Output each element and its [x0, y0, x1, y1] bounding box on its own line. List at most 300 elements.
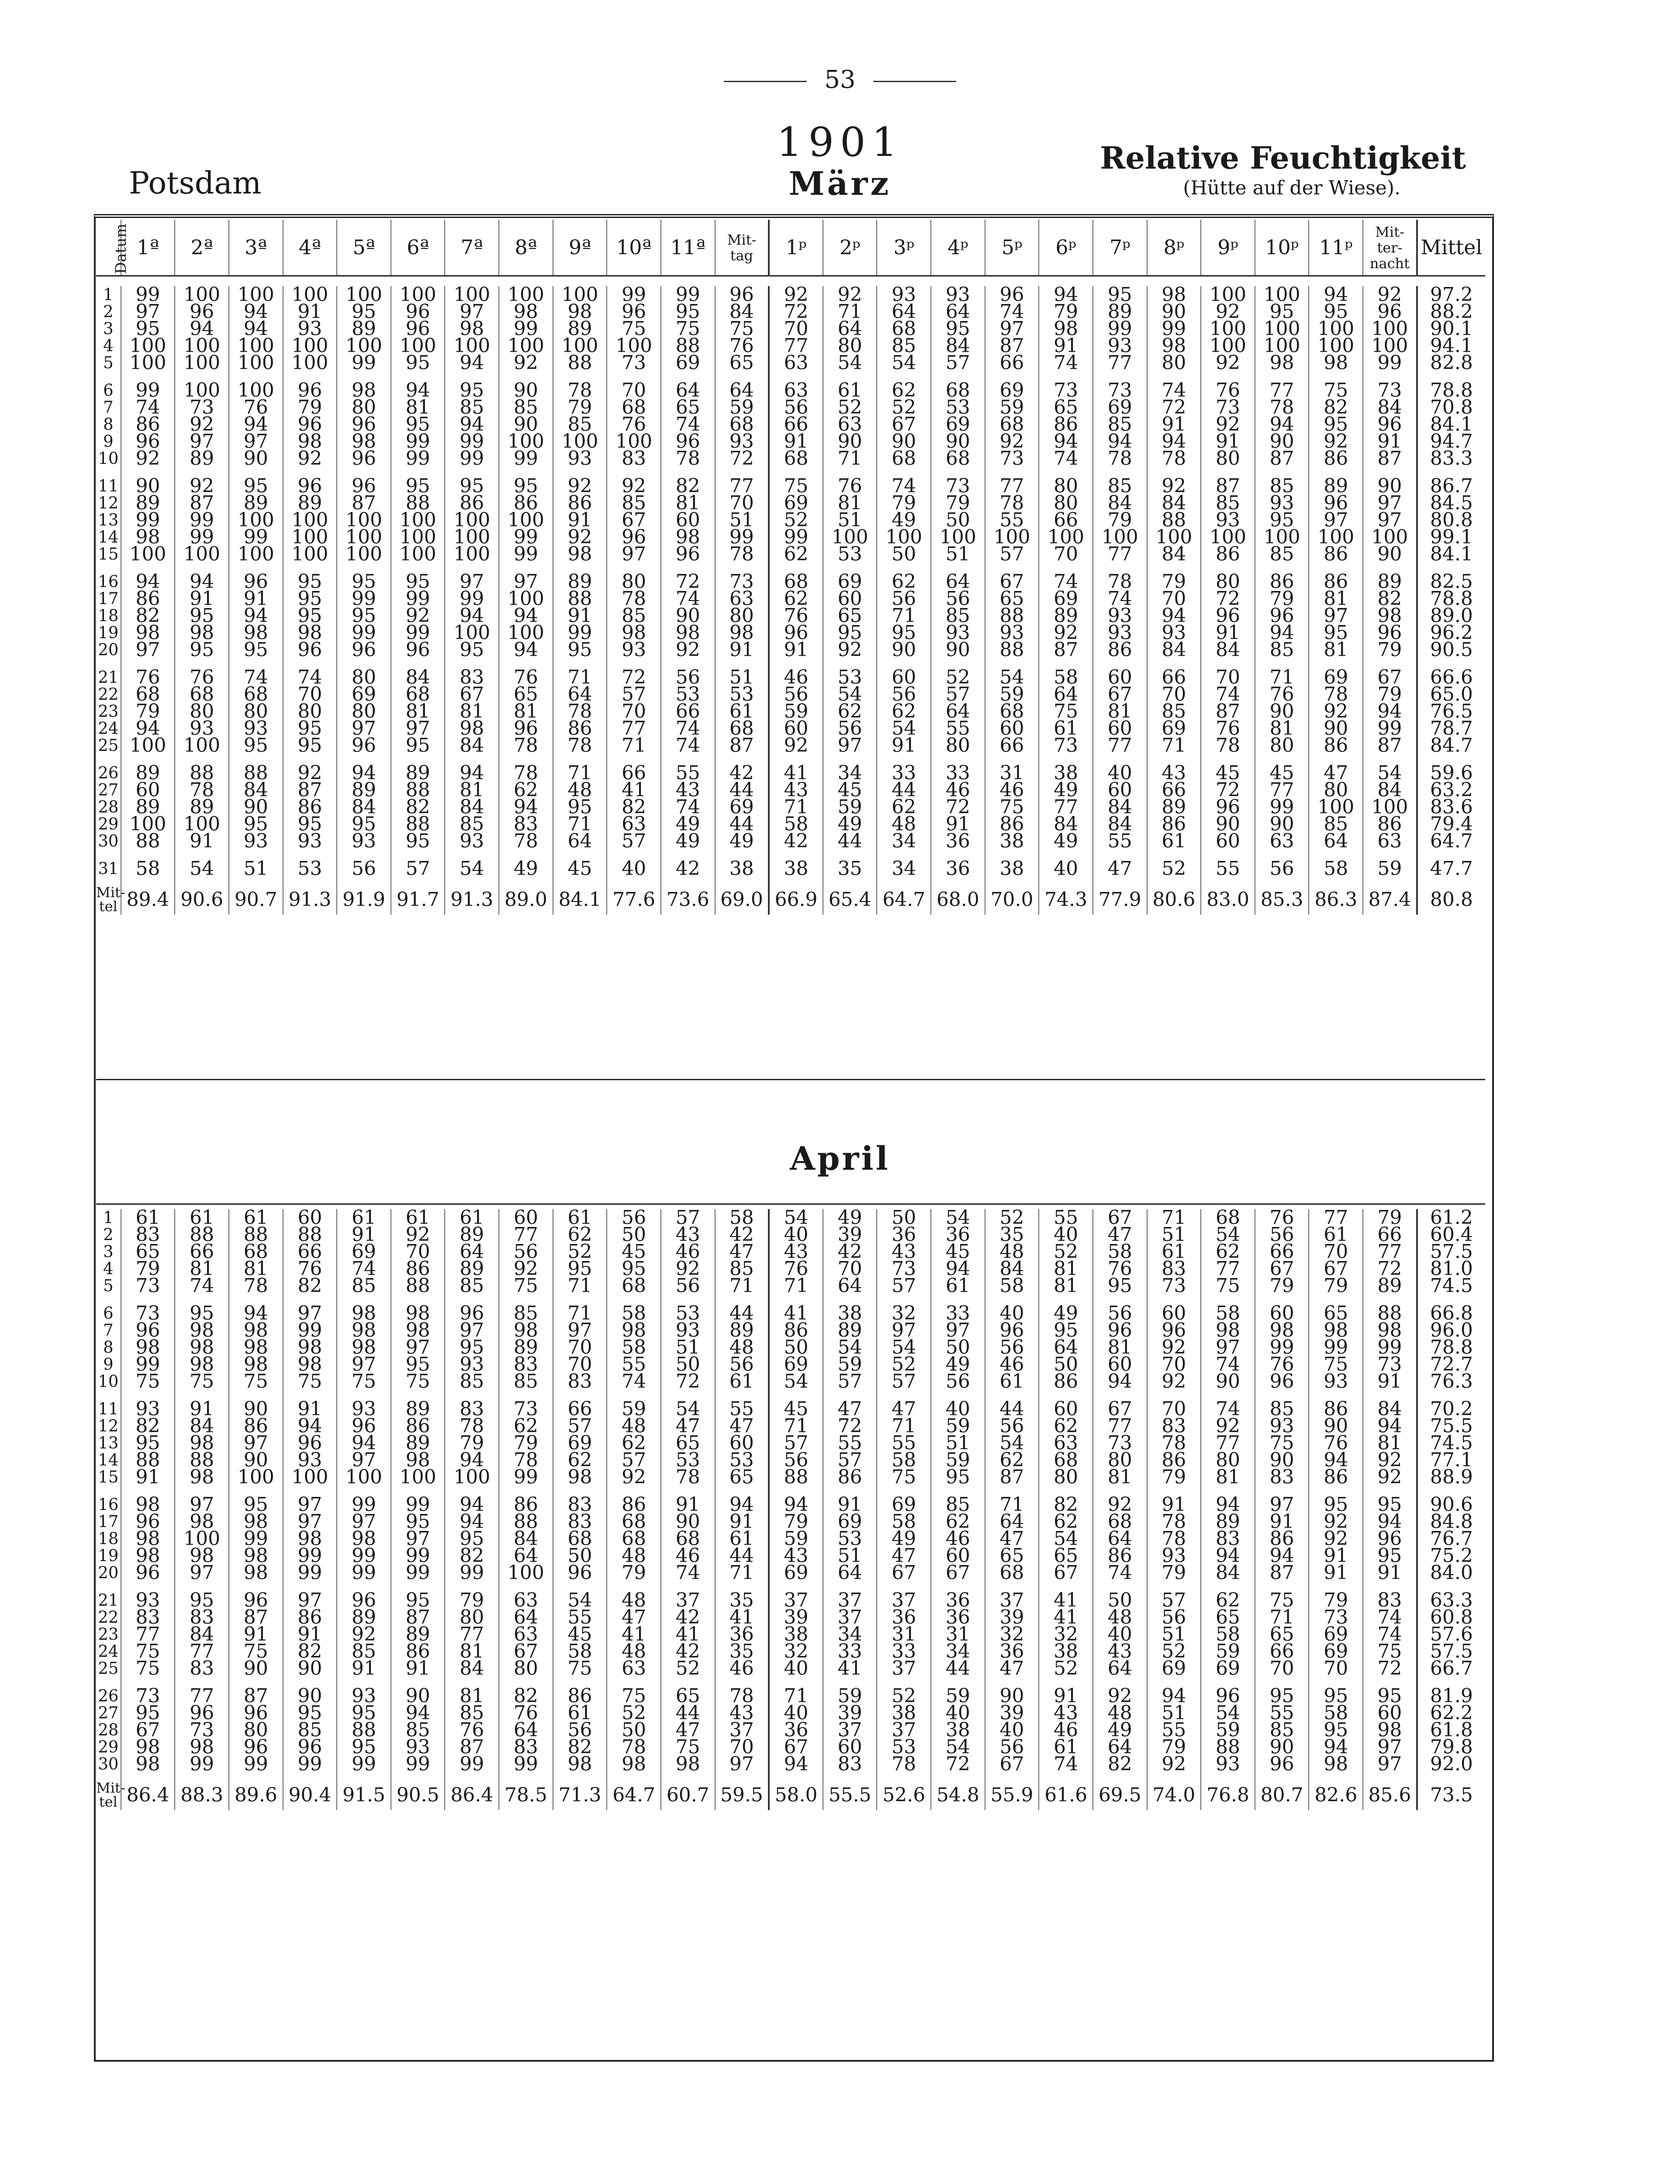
hourly-mean-cell: 69.0 [715, 877, 769, 915]
humidity-cell: 99 [445, 450, 499, 467]
humidity-cell: 99 [229, 1755, 283, 1773]
humidity-cell: 81 [1039, 1260, 1093, 1277]
daily-mean-cell: 60.8 [1417, 1609, 1485, 1626]
humidity-cell: 72 [607, 658, 661, 686]
column-header: 7ª [445, 220, 499, 276]
humidity-cell: 99 [1363, 354, 1417, 371]
humidity-cell: 90 [1363, 546, 1417, 563]
humidity-cell: 99 [769, 529, 823, 546]
humidity-cell: 95 [553, 798, 607, 816]
humidity-cell: 74 [121, 399, 175, 416]
humidity-cell: 48 [607, 1643, 661, 1660]
humidity-cell: 89 [823, 1322, 877, 1339]
humidity-cell: 71 [1147, 1209, 1201, 1226]
humidity-cell: 99 [1363, 720, 1417, 737]
humidity-cell: 53 [661, 1451, 715, 1469]
humidity-cell: 99 [607, 286, 661, 303]
daily-mean-cell: 60.4 [1417, 1226, 1485, 1243]
hourly-mean-cell: 89.4 [121, 877, 175, 915]
humidity-cell: 39 [823, 1704, 877, 1721]
humidity-cell: 99 [391, 450, 445, 467]
humidity-cell: 100 [229, 337, 283, 354]
humidity-cell: 95 [391, 416, 445, 433]
humidity-cell: 96 [1363, 624, 1417, 641]
humidity-cell: 64 [445, 1243, 499, 1260]
column-header: 9ª [553, 220, 607, 276]
humidity-cell: 65 [823, 607, 877, 624]
humidity-cell: 47 [985, 1660, 1039, 1677]
humidity-cell: 90 [985, 1677, 1039, 1704]
hourly-mean-cell: 90.7 [229, 877, 283, 915]
humidity-cell: 98 [175, 1356, 229, 1373]
humidity-cell: 97 [445, 1322, 499, 1339]
humidity-cell: 100 [1309, 337, 1363, 354]
humidity-cell: 61 [229, 1209, 283, 1226]
humidity-cell: 61 [175, 1209, 229, 1226]
humidity-cell: 47 [715, 1243, 769, 1260]
humidity-cell: 58 [553, 1643, 607, 1660]
humidity-cell: 96 [337, 641, 391, 658]
humidity-cell: 36 [769, 1721, 823, 1738]
humidity-cell: 89 [1147, 798, 1201, 816]
humidity-cell: 71 [715, 1564, 769, 1581]
humidity-cell: 100 [1201, 320, 1255, 337]
hourly-mean-cell: 65.4 [823, 877, 877, 915]
humidity-cell: 93 [1093, 624, 1147, 641]
humidity-cell: 100 [175, 1530, 229, 1547]
humidity-cell: 88 [283, 1226, 337, 1243]
humidity-cell: 98 [175, 1339, 229, 1356]
humidity-cell: 95 [283, 1704, 337, 1721]
humidity-cell: 91 [1147, 1486, 1201, 1513]
humidity-cell: 46 [661, 1547, 715, 1564]
humidity-cell: 89 [175, 450, 229, 467]
humidity-cell: 54 [175, 850, 229, 877]
humidity-cell: 94 [1147, 1677, 1201, 1704]
humidity-cell: 86 [553, 720, 607, 737]
humidity-cell: 93 [553, 450, 607, 467]
humidity-cell: 66 [985, 354, 1039, 371]
humidity-cell: 55 [1093, 833, 1147, 850]
humidity-cell: 90 [931, 641, 985, 658]
humidity-cell: 98 [391, 1322, 445, 1339]
humidity-cell: 96 [337, 416, 391, 433]
humidity-cell: 47 [1309, 754, 1363, 781]
humidity-cell: 95 [229, 1486, 283, 1513]
humidity-cell: 62 [499, 781, 553, 798]
humidity-cell: 37 [661, 1581, 715, 1609]
humidity-cell: 75 [769, 467, 823, 494]
humidity-cell: 68 [229, 1243, 283, 1260]
humidity-cell: 84 [1363, 1390, 1417, 1417]
table-row [96, 1755, 1485, 1773]
hourly-mean-cell: 91.9 [337, 877, 391, 915]
humidity-cell: 65 [499, 686, 553, 703]
humidity-cell: 71 [1255, 658, 1309, 686]
humidity-cell: 90 [229, 1451, 283, 1469]
humidity-cell: 48 [553, 781, 607, 798]
daily-mean-cell: 90.1 [1417, 320, 1485, 337]
humidity-cell: 98 [553, 1755, 607, 1773]
hourly-mean-cell: 73.6 [661, 877, 715, 915]
humidity-cell: 81 [229, 1260, 283, 1277]
humidity-cell: 100 [1363, 320, 1417, 337]
humidity-cell: 100 [229, 511, 283, 529]
humidity-cell: 75 [985, 798, 1039, 816]
humidity-cell: 98 [1309, 1755, 1363, 1773]
humidity-cell: 93 [337, 833, 391, 850]
humidity-cell: 68 [607, 1513, 661, 1530]
humidity-cell: 100 [877, 529, 931, 546]
humidity-cell: 70 [1201, 658, 1255, 686]
hourly-mean-cell: 91.5 [337, 1773, 391, 1810]
humidity-cell: 95 [391, 354, 445, 371]
humidity-cell: 98 [229, 1339, 283, 1356]
day-cell: 5 [103, 1276, 114, 1295]
humidity-cell: 49 [1039, 833, 1093, 850]
humidity-cell: 95 [499, 467, 553, 494]
humidity-cell: 97 [391, 720, 445, 737]
humidity-cell: 74 [661, 798, 715, 816]
humidity-cell: 95 [175, 1581, 229, 1609]
day-cell: 13 [98, 1434, 119, 1452]
humidity-cell: 76 [1255, 1356, 1309, 1373]
humidity-cell: 60 [715, 1434, 769, 1451]
humidity-cell: 74 [1201, 686, 1255, 703]
humidity-cell: 61 [1039, 1738, 1093, 1755]
humidity-cell: 62 [931, 1513, 985, 1530]
table-row [96, 371, 1485, 399]
humidity-cell: 65 [985, 590, 1039, 607]
humidity-cell: 78 [499, 833, 553, 850]
humidity-cell: 78 [499, 1451, 553, 1469]
day-cell: 27 [98, 781, 119, 799]
humidity-cell: 76 [1255, 1209, 1309, 1226]
humidity-cell: 86 [1363, 816, 1417, 833]
humidity-cell: 97 [391, 1530, 445, 1547]
humidity-cell: 81 [1039, 1277, 1093, 1294]
daily-mean-cell: 78.8 [1417, 590, 1485, 607]
humidity-cell: 95 [1093, 1277, 1147, 1294]
humidity-cell: 91 [553, 511, 607, 529]
humidity-cell: 71 [985, 1486, 1039, 1513]
humidity-cell: 96 [1147, 1322, 1201, 1339]
humidity-cell: 94 [1363, 703, 1417, 720]
humidity-cell: 69 [1039, 590, 1093, 607]
humidity-cell: 69 [823, 1513, 877, 1530]
humidity-cell: 85 [445, 1277, 499, 1294]
hourly-mean-cell: 74.3 [1039, 877, 1093, 915]
humidity-cell: 80 [283, 703, 337, 720]
humidity-cell: 61 [121, 1209, 175, 1226]
humidity-cell: 65 [715, 1469, 769, 1486]
humidity-cell: 64 [823, 320, 877, 337]
humidity-cell: 98 [1309, 354, 1363, 371]
humidity-cell: 95 [121, 320, 175, 337]
humidity-cell: 100 [445, 286, 499, 303]
humidity-cell: 100 [337, 511, 391, 529]
humidity-cell: 40 [769, 1660, 823, 1677]
humidity-cell: 62 [553, 1226, 607, 1243]
humidity-cell: 71 [769, 1277, 823, 1294]
day-cell: 23 [98, 702, 119, 721]
humidity-cell: 80 [823, 337, 877, 354]
humidity-cell: 87 [175, 494, 229, 511]
column-header: Mit- ter- nacht [1363, 220, 1417, 276]
section-divider [96, 1079, 1485, 1080]
humidity-cell: 54 [1201, 1226, 1255, 1243]
humidity-cell: 98 [1363, 1721, 1417, 1738]
day-cell: 22 [98, 1608, 119, 1627]
humidity-cell: 70 [1039, 546, 1093, 563]
humidity-cell: 63 [499, 1626, 553, 1643]
humidity-cell: 43 [715, 1704, 769, 1721]
humidity-cell: 46 [661, 1243, 715, 1260]
humidity-cell: 77 [715, 467, 769, 494]
humidity-cell: 94 [1147, 607, 1201, 624]
humidity-cell: 69 [553, 1434, 607, 1451]
humidity-cell: 100 [283, 286, 337, 303]
humidity-cell: 68 [769, 450, 823, 467]
humidity-cell: 74 [1201, 1390, 1255, 1417]
humidity-cell: 95 [229, 737, 283, 754]
humidity-cell: 88 [175, 1226, 229, 1243]
humidity-cell: 48 [715, 1339, 769, 1356]
humidity-cell: 70 [1309, 1243, 1363, 1260]
humidity-cell: 88 [1147, 511, 1201, 529]
humidity-cell: 47 [985, 1530, 1039, 1547]
humidity-cell: 96 [283, 416, 337, 433]
humidity-cell: 86 [1309, 450, 1363, 467]
humidity-cell: 64 [823, 1277, 877, 1294]
humidity-cell: 92 [1147, 467, 1201, 494]
humidity-cell: 95 [391, 833, 445, 850]
humidity-cell: 64 [1093, 1738, 1147, 1755]
humidity-cell: 94 [445, 416, 499, 433]
humidity-cell: 79 [1147, 1738, 1201, 1755]
humidity-cell: 67 [445, 686, 499, 703]
humidity-cell: 97 [175, 433, 229, 450]
humidity-cell: 95 [1363, 1547, 1417, 1564]
humidity-cell: 96 [1201, 607, 1255, 624]
humidity-cell: 100 [121, 337, 175, 354]
humidity-cell: 98 [337, 1339, 391, 1356]
humidity-cell: 38 [931, 1721, 985, 1738]
day-cell: 21 [98, 1591, 119, 1610]
day-cell: 3 [103, 319, 114, 338]
humidity-cell: 84 [1201, 641, 1255, 658]
humidity-cell: 87 [445, 1738, 499, 1755]
humidity-cell: 69 [769, 1564, 823, 1581]
humidity-cell: 99 [283, 1547, 337, 1564]
humidity-cell: 94 [1039, 286, 1093, 303]
day-cell: 11 [98, 1400, 119, 1418]
humidity-cell: 57 [607, 686, 661, 703]
humidity-cell: 93 [715, 433, 769, 450]
humidity-cell: 96 [1255, 607, 1309, 624]
humidity-cell: 52 [661, 1660, 715, 1677]
humidity-cell: 51 [1147, 1226, 1201, 1243]
humidity-cell: 54 [1201, 1704, 1255, 1721]
humidity-cell: 90 [823, 433, 877, 450]
humidity-cell: 63 [769, 354, 823, 371]
humidity-cell: 94 [931, 1260, 985, 1277]
humidity-cell: 100 [823, 529, 877, 546]
humidity-cell: 93 [445, 833, 499, 850]
humidity-cell: 72 [1147, 399, 1201, 416]
humidity-cell: 90 [661, 1513, 715, 1530]
humidity-cell: 90 [1255, 1451, 1309, 1469]
humidity-cell: 66 [553, 1390, 607, 1417]
humidity-cell: 95 [1309, 624, 1363, 641]
humidity-cell: 96 [1201, 798, 1255, 816]
humidity-cell: 92 [337, 1626, 391, 1643]
humidity-cell: 94 [337, 754, 391, 781]
humidity-cell: 96 [121, 1322, 175, 1339]
humidity-cell: 48 [607, 1547, 661, 1564]
humidity-cell: 68 [661, 1530, 715, 1547]
humidity-cell: 90 [1255, 1738, 1309, 1755]
humidity-cell: 56 [1255, 850, 1309, 877]
humidity-cell: 61 [715, 1373, 769, 1390]
humidity-cell: 86 [499, 1486, 553, 1513]
humidity-cell: 70 [823, 1260, 877, 1277]
humidity-cell: 100 [283, 1469, 337, 1486]
humidity-cell: 56 [715, 1356, 769, 1373]
humidity-cell: 77 [1093, 546, 1147, 563]
humidity-cell: 97 [445, 303, 499, 320]
humidity-cell: 100 [229, 371, 283, 399]
humidity-cell: 94 [337, 1434, 391, 1451]
humidity-cell: 78 [661, 1469, 715, 1486]
day-cell: 9 [103, 432, 114, 451]
humidity-cell: 96 [337, 467, 391, 494]
humidity-cell: 75 [553, 1660, 607, 1677]
humidity-cell: 92 [553, 529, 607, 546]
humidity-cell: 97 [283, 1486, 337, 1513]
humidity-cell: 72 [823, 1417, 877, 1434]
day-cell: 13 [98, 511, 119, 529]
humidity-cell: 93 [283, 1451, 337, 1469]
humidity-cell: 35 [985, 1226, 1039, 1243]
humidity-cell: 86 [121, 590, 175, 607]
humidity-cell: 90 [1201, 1373, 1255, 1390]
humidity-cell: 55 [985, 511, 1039, 529]
daily-mean-cell: 96.2 [1417, 624, 1485, 641]
humidity-cell: 100 [1255, 337, 1309, 354]
day-cell: 22 [98, 685, 119, 704]
humidity-cell: 90 [283, 1660, 337, 1677]
humidity-cell: 95 [391, 1356, 445, 1373]
table-row [96, 658, 1485, 686]
humidity-cell: 53 [715, 686, 769, 703]
humidity-cell: 69 [931, 416, 985, 433]
humidity-cell: 58 [1309, 850, 1363, 877]
humidity-cell: 38 [769, 1626, 823, 1643]
humidity-cell: 50 [877, 546, 931, 563]
humidity-cell: 68 [715, 416, 769, 433]
humidity-cell: 52 [607, 1704, 661, 1721]
humidity-cell: 100 [499, 590, 553, 607]
humidity-cell: 61 [337, 1209, 391, 1226]
humidity-cell: 52 [877, 399, 931, 416]
humidity-cell: 84 [229, 781, 283, 798]
humidity-cell: 91 [229, 590, 283, 607]
humidity-cell: 76 [1201, 371, 1255, 399]
humidity-cell: 91 [283, 1626, 337, 1643]
humidity-cell: 93 [1147, 1547, 1201, 1564]
humidity-cell: 92 [1147, 1373, 1201, 1390]
humidity-cell: 97 [1363, 494, 1417, 511]
humidity-cell: 42 [661, 1609, 715, 1626]
humidity-cell: 79 [1147, 563, 1201, 590]
humidity-cell: 100 [1093, 529, 1147, 546]
humidity-cell: 86 [1093, 1547, 1147, 1564]
humidity-cell: 91 [1363, 1564, 1417, 1581]
humidity-cell: 98 [445, 720, 499, 737]
humidity-cell: 56 [985, 1738, 1039, 1755]
humidity-cell: 90 [229, 1390, 283, 1417]
humidity-cell: 74 [337, 1260, 391, 1277]
humidity-cell: 95 [931, 320, 985, 337]
hourly-mean-cell: 60.7 [661, 1773, 715, 1810]
humidity-cell: 99 [445, 1564, 499, 1581]
humidity-cell: 95 [1363, 1677, 1417, 1704]
humidity-cell: 75 [607, 320, 661, 337]
humidity-cell: 85 [1255, 1390, 1309, 1417]
humidity-cell: 100 [229, 1469, 283, 1486]
table-row [96, 546, 1485, 563]
day-cell: 25 [98, 736, 119, 755]
humidity-cell: 95 [1039, 1322, 1093, 1339]
humidity-cell: 68 [607, 399, 661, 416]
table-row [96, 1486, 1485, 1513]
humidity-cell: 43 [1093, 1643, 1147, 1660]
year-heading: 1901 [776, 119, 904, 166]
humidity-cell: 98 [337, 1322, 391, 1339]
humidity-cell: 65 [121, 1243, 175, 1260]
humidity-cell: 65 [985, 1547, 1039, 1564]
humidity-cell: 47 [607, 1609, 661, 1626]
humidity-cell: 82 [661, 467, 715, 494]
humidity-cell: 95 [445, 641, 499, 658]
humidity-cell: 47 [1093, 1226, 1147, 1243]
humidity-cell: 83 [499, 816, 553, 833]
humidity-cell: 54 [769, 1209, 823, 1226]
humidity-cell: 69 [1309, 1643, 1363, 1660]
humidity-cell: 37 [769, 1581, 823, 1609]
humidity-cell: 43 [1147, 754, 1201, 781]
humidity-cell: 99 [337, 624, 391, 641]
humidity-cell: 51 [715, 658, 769, 686]
humidity-cell: 64 [499, 1721, 553, 1738]
humidity-cell: 100 [1201, 286, 1255, 303]
humidity-cell: 73 [1309, 1609, 1363, 1626]
humidity-cell: 98 [715, 624, 769, 641]
humidity-cell: 71 [1147, 737, 1201, 754]
daily-mean-cell: 70.2 [1417, 1390, 1485, 1417]
humidity-cell: 63 [607, 1660, 661, 1677]
humidity-cell: 75 [1363, 1643, 1417, 1660]
humidity-cell: 89 [229, 494, 283, 511]
humidity-cell: 88 [229, 1226, 283, 1243]
humidity-cell: 92 [1309, 433, 1363, 450]
humidity-cell: 86 [553, 494, 607, 511]
humidity-cell: 92 [1309, 1513, 1363, 1530]
humidity-cell: 100 [1309, 798, 1363, 816]
humidity-cell: 52 [985, 1209, 1039, 1226]
daily-mean-cell: 47.7 [1417, 850, 1485, 877]
